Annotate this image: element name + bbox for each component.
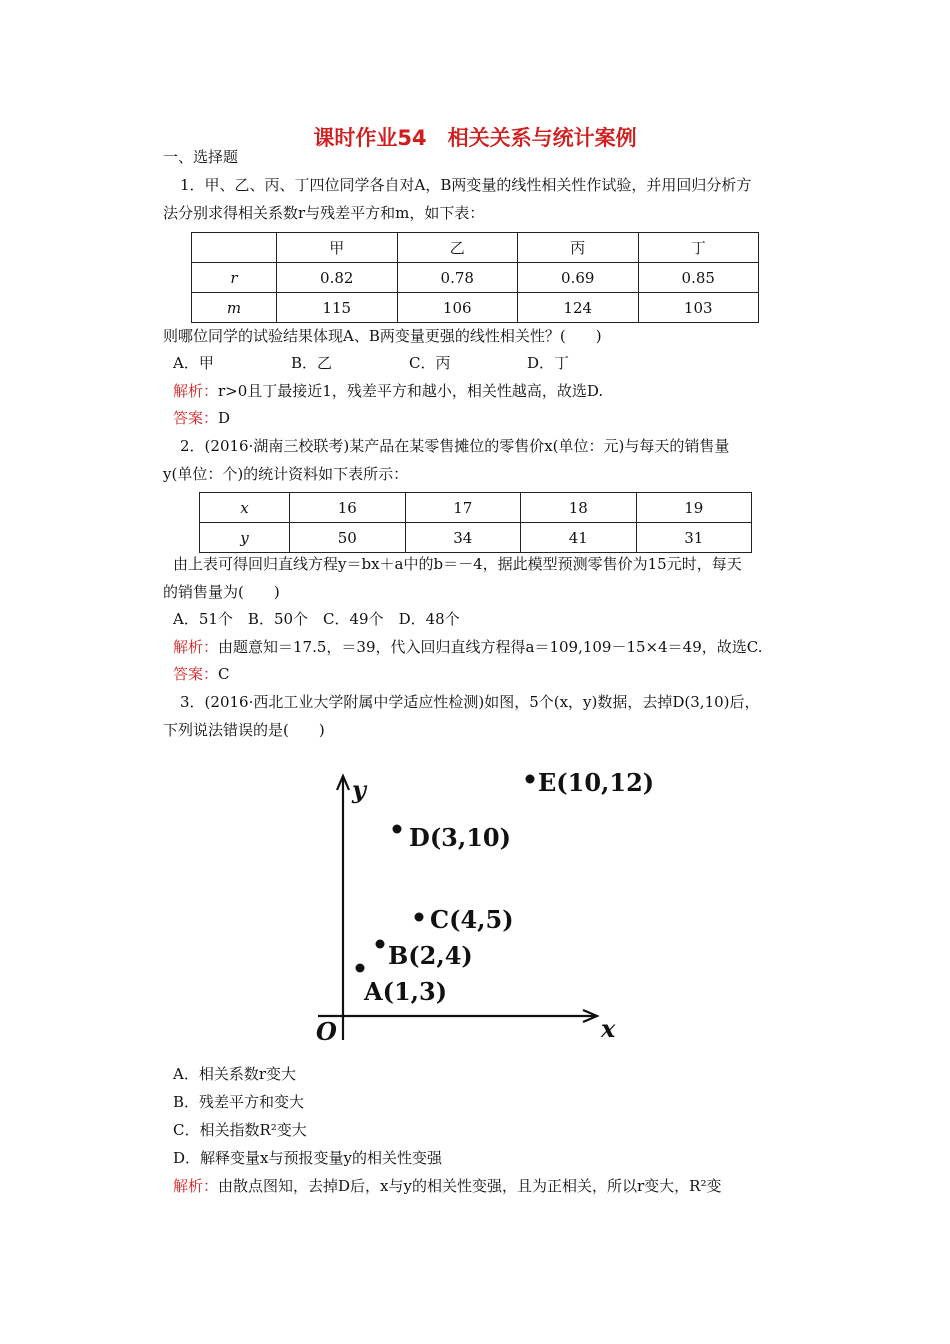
- point-c: [415, 913, 424, 922]
- q3-analysis: [173, 1175, 721, 1197]
- q1-text-line1: 1．甲、乙、丙、丁四位同学各自对A，B两变量的线性相关性作试验，并用回归分析方: [180, 176, 752, 194]
- point-d-label: D(3,10): [409, 823, 511, 852]
- table-cell: 41: [521, 523, 637, 553]
- q1-option-d: D．丁: [527, 354, 570, 372]
- q3-text-line1: 3．(2016·西北工业大学附属中学适应性检测)如图，5个(x，y)数据，去掉D(3,10)后，: [180, 693, 760, 711]
- section-heading: 一、选择题: [163, 148, 239, 166]
- q3-option-b: B．残差平方和变大: [173, 1093, 305, 1111]
- q3-option-d: D．解释变量x与预报变量y的相关性变强: [173, 1149, 442, 1167]
- table-cell: 50: [290, 523, 406, 553]
- table-cell: 乙: [397, 233, 518, 263]
- q2-options: A．51个 B．50个 C．49个 D．48个: [173, 610, 460, 628]
- q1-option-c: C．丙: [409, 354, 451, 372]
- answer-value: C: [218, 665, 230, 683]
- table-cell: 丁: [638, 233, 759, 263]
- table-cell: 124: [518, 293, 639, 323]
- table-cell: 103: [638, 293, 759, 323]
- analysis-label: 解析：: [173, 1177, 219, 1195]
- table-cell: y: [200, 523, 290, 553]
- y-axis-label: y: [352, 775, 366, 804]
- point-b-label: B(2,4): [388, 941, 473, 970]
- table-cell: 17: [405, 493, 521, 523]
- answer-label: 答案：: [173, 409, 219, 427]
- table-cell: 18: [521, 493, 637, 523]
- table-cell: 31: [636, 523, 752, 553]
- table-cell: m: [192, 293, 277, 323]
- origin-label: O: [316, 1017, 337, 1046]
- q1-text-line2: 法分别求得相关系数r与残差平方和m，如下表：: [163, 204, 485, 222]
- analysis-label: 解析：: [173, 382, 219, 400]
- q3-option-a: A．相关系数r变大: [173, 1065, 297, 1083]
- point-b: [376, 940, 385, 949]
- table-cell: 106: [397, 293, 518, 323]
- point-c-label: C(4,5): [430, 905, 514, 934]
- point-d: [393, 825, 402, 834]
- table-cell: x: [200, 493, 290, 523]
- table-cell: 115: [277, 293, 398, 323]
- table-cell: 丙: [518, 233, 639, 263]
- point-a: [356, 964, 365, 973]
- analysis-text: 由散点图知，去掉D后，x与y的相关性变强，且为正相关，所以r变大，R²变: [218, 1177, 722, 1195]
- table-cell: 0.69: [518, 263, 639, 293]
- table-cell: 34: [405, 523, 521, 553]
- answer-value: D: [218, 409, 231, 427]
- table-cell: 甲: [277, 233, 398, 263]
- point-e-label: E(10,12): [538, 768, 655, 797]
- analysis-label: 解析：: [173, 638, 219, 656]
- q3-option-c: C．相关指数R²变大: [173, 1121, 307, 1139]
- table-cell: 19: [636, 493, 752, 523]
- q2-text-line1: 2．(2016·湖南三校联考)某产品在某零售摊位的零售价x(单位：元)与每天的销售量: [180, 437, 730, 455]
- q2-text-line2: y(单位：个)的统计资料如下表所示：: [163, 465, 409, 483]
- analysis-text: r>0且丁最接近1，残差平方和越小，相关性越高，故选D.: [218, 382, 604, 400]
- q1-option-a: A．甲: [173, 354, 214, 372]
- x-axis-label: x: [601, 1014, 616, 1043]
- q2-text2: 的销售量为( ): [163, 583, 280, 601]
- q2-text1: 由上表可得回归直线方程y＝bx＋a中的b＝－4，据此模型预测零售价为15元时，每天: [173, 555, 742, 573]
- point-a-label: A(1,3): [364, 977, 448, 1006]
- table-cell: 16: [290, 493, 406, 523]
- table-cell: 0.85: [638, 263, 759, 293]
- table-cell: 0.82: [277, 263, 398, 293]
- table-cell: 0.78: [397, 263, 518, 293]
- analysis-text: 由题意知＝17.5，＝39，代入回归直线方程得a＝109,109－15×4＝49，故选C.: [218, 638, 763, 656]
- answer-label: 答案：: [173, 665, 219, 683]
- table-cell: r: [192, 263, 277, 293]
- point-e: [526, 775, 535, 784]
- q1-option-b: B．乙: [291, 354, 333, 372]
- q1-question: 则哪位同学的试验结果体现A、B两变量更强的线性相关性？( ): [163, 327, 602, 345]
- page-title: 课时作业54 相关关系与统计案例: [313, 126, 637, 150]
- q3-text-line2: 下列说法错误的是( ): [163, 721, 325, 739]
